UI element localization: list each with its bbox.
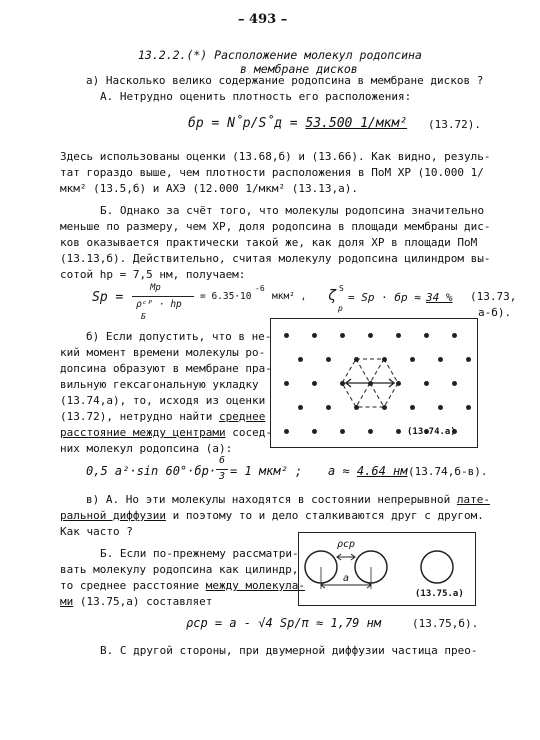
eq2-exp: -6	[255, 284, 265, 293]
qv-line-1-a: в) А. Но эти молекулы находятся в состоянии непрерывной	[86, 493, 457, 506]
a-label: a	[343, 573, 350, 584]
equation-13-72	[188, 116, 407, 131]
eq2-zeta-sup: S	[339, 284, 344, 293]
eq2-frac-sub: Б	[141, 312, 146, 321]
lattice-dot	[354, 405, 359, 410]
eq3-frac-den: 3	[219, 471, 226, 482]
eq2-frac-den: ρᶜᴾ · hр	[136, 299, 182, 310]
eq4-number: (13.75,б).	[412, 617, 479, 630]
page-number: – 493 –	[238, 12, 288, 27]
lattice-dot	[396, 429, 401, 434]
lattice-dot	[312, 381, 317, 386]
p4-line-1: Б. Если по-прежнему рассматри-	[100, 547, 299, 560]
figure-13-74-label: (13.74.а)	[407, 427, 456, 437]
eq2-frac-num: Mр	[150, 283, 161, 293]
question-a: а) Насколько велико содержание родопсина в мембране дисков ?	[86, 74, 484, 87]
eq2-rhs: = Sр · бр ≈	[348, 291, 421, 304]
hexagonal-lattice-figure	[270, 318, 478, 448]
p3-line-6	[60, 410, 265, 423]
eq2-number-2: а-б).	[478, 306, 512, 319]
lattice-dot	[326, 357, 331, 362]
lattice-dot	[284, 429, 289, 434]
lattice-dot	[326, 405, 331, 410]
lattice-dot	[424, 333, 429, 338]
p3-line-7	[60, 426, 272, 439]
lattice-dot	[340, 429, 345, 434]
p3-line-6-b: среднее	[218, 410, 266, 423]
p4-line-3	[60, 579, 305, 592]
p4-line-4-a: ми	[60, 595, 74, 608]
lattice-dot	[340, 333, 345, 338]
eq2-unit: мкм² ,	[272, 291, 307, 302]
eq3-frac-bar	[216, 469, 228, 470]
lattice-dot	[368, 333, 373, 338]
eq2-value: = 6.35·10	[200, 291, 252, 302]
lattice-dot	[368, 381, 373, 386]
qv-line-2	[60, 509, 484, 522]
lattice-dot	[382, 357, 387, 362]
p4-line-3-b: между молекула-	[205, 579, 306, 592]
eq3-text: 0,5 a²·sin 60°·бр·	[86, 464, 217, 478]
p4-line-2: вать молекулу родопсина как цилиндр,	[60, 563, 299, 576]
eq3-value: 4.64 нм	[356, 464, 408, 478]
answer-a: А. Нетрудно оценить плотность его расположения:	[100, 90, 412, 103]
eq2-lhs: Sр =	[92, 290, 124, 305]
p2-line-3: ков оказывается практически такой же, как доля ХР в площади ПоМ	[60, 236, 478, 249]
p1-line-1: Здесь использованы оценки (13.68,б) и (13.66). Как видно, резуль-	[60, 150, 491, 163]
eq2-zeta-sub: р	[338, 304, 343, 313]
eq3-a	[328, 464, 407, 478]
rho-label: ρср	[337, 539, 356, 550]
lattice-dot	[466, 405, 471, 410]
lattice-dot	[312, 333, 317, 338]
lattice-dot	[438, 357, 443, 362]
molecule-circle-3	[421, 551, 453, 583]
lattice-dot	[396, 333, 401, 338]
p3-line-1: б) Если допустить, что в не-	[86, 330, 272, 343]
lattice-dot	[410, 405, 415, 410]
p3-line-4: вильную гексагональную укладку	[60, 378, 259, 391]
lattice-dot	[466, 357, 471, 362]
lattice-dot	[424, 381, 429, 386]
eq2-zeta: ζ	[328, 288, 337, 304]
molecule-distance-figure	[298, 532, 476, 606]
lattice-dot	[438, 405, 443, 410]
p3-line-7-a: расстояние между центрами	[60, 426, 226, 439]
eq3-mid: = 1 мкм² ;	[230, 464, 303, 478]
eq2-percent: 34 %	[426, 291, 453, 304]
p3-line-7-b: сосед-	[225, 426, 272, 439]
qv-line-1-b: лате-	[456, 493, 490, 506]
p3-line-8: них молекул родопсина (а):	[60, 442, 233, 455]
section-subtitle: в мембране дисков	[240, 62, 358, 76]
qv-line-1	[86, 493, 490, 506]
p3-line-2: кий момент времени молекулы ро-	[60, 346, 266, 359]
p1-line-3: мкм² (13.5,б) и АХЭ (12.000 1/мкм² (13.13,а).	[60, 182, 359, 195]
section-title: 13.2.2.(*) Расположение молекул родопсина	[138, 48, 422, 62]
lattice-dot	[452, 381, 457, 386]
lattice-dot	[410, 357, 415, 362]
lattice-dot	[340, 381, 345, 386]
p4-line-3-a: то среднее расстояние	[60, 579, 206, 592]
p3-line-5: (13.74,а), то, исходя из оценки	[60, 394, 266, 407]
eq4-text: ρср = a - √4 Sр/π ≈ 1,79 нм	[186, 616, 382, 630]
lattice-dot	[382, 405, 387, 410]
p2-line-4: (13.13,б). Действительно, считая молекулу родопсина цилиндром вы-	[60, 252, 491, 265]
lattice-dot	[298, 405, 303, 410]
p4-line-4-b: (13.75,а) составляет	[73, 595, 213, 608]
eq2-number-1: (13.73,	[470, 290, 517, 303]
lattice-dot	[298, 357, 303, 362]
p3-line-6-a: (13.72), нетрудно найти	[60, 410, 219, 423]
qv-line-2-a: ральной диффузии	[60, 509, 166, 522]
figure-13-75-label: (13.75.а)	[415, 589, 464, 599]
lattice-dot	[284, 333, 289, 338]
eq1-number: (13.72).	[428, 118, 481, 131]
lattice-dot	[284, 381, 289, 386]
eq3-number: (13.74,б-в).	[408, 465, 488, 478]
lattice-dot	[312, 429, 317, 434]
qv-line-2-b: и поэтому то и дело сталкиваются друг с другом.	[165, 509, 484, 522]
p2-line-2: меньше по размеру, чем ХР, доля родопсина в площади мембраны дис-	[60, 220, 491, 233]
eq3-a-label: a ≈	[328, 464, 357, 478]
lattice-dot	[452, 333, 457, 338]
lattice-dot	[396, 381, 401, 386]
p2-line-1: Б. Однако за счёт того, что молекулы родопсина значительно	[100, 204, 485, 217]
p2-line-5: сотой hр = 7,5 нм, получаем:	[60, 268, 246, 281]
p1-line-2: тат гораздо выше, чем плотности расположения в ПоМ ХР (10.000 1/	[60, 166, 484, 179]
lattice-dot	[354, 357, 359, 362]
eq3-frac-num: 6	[219, 455, 226, 466]
lattice-dot	[368, 429, 373, 434]
eq1-lhs: бр = N̊р/S̊д =	[188, 116, 306, 131]
eq2-frac-bar	[132, 296, 194, 297]
p3-line-3: допсина образуют в мембране пра-	[60, 362, 272, 375]
qv-line-3: Как часто ?	[60, 525, 133, 538]
eq1-value: 53.500 1/мкм²	[305, 116, 408, 131]
p4-line-4	[60, 595, 212, 608]
p5-line-1: В. С другой стороны, при двумерной диффузии частица прео-	[100, 644, 478, 657]
